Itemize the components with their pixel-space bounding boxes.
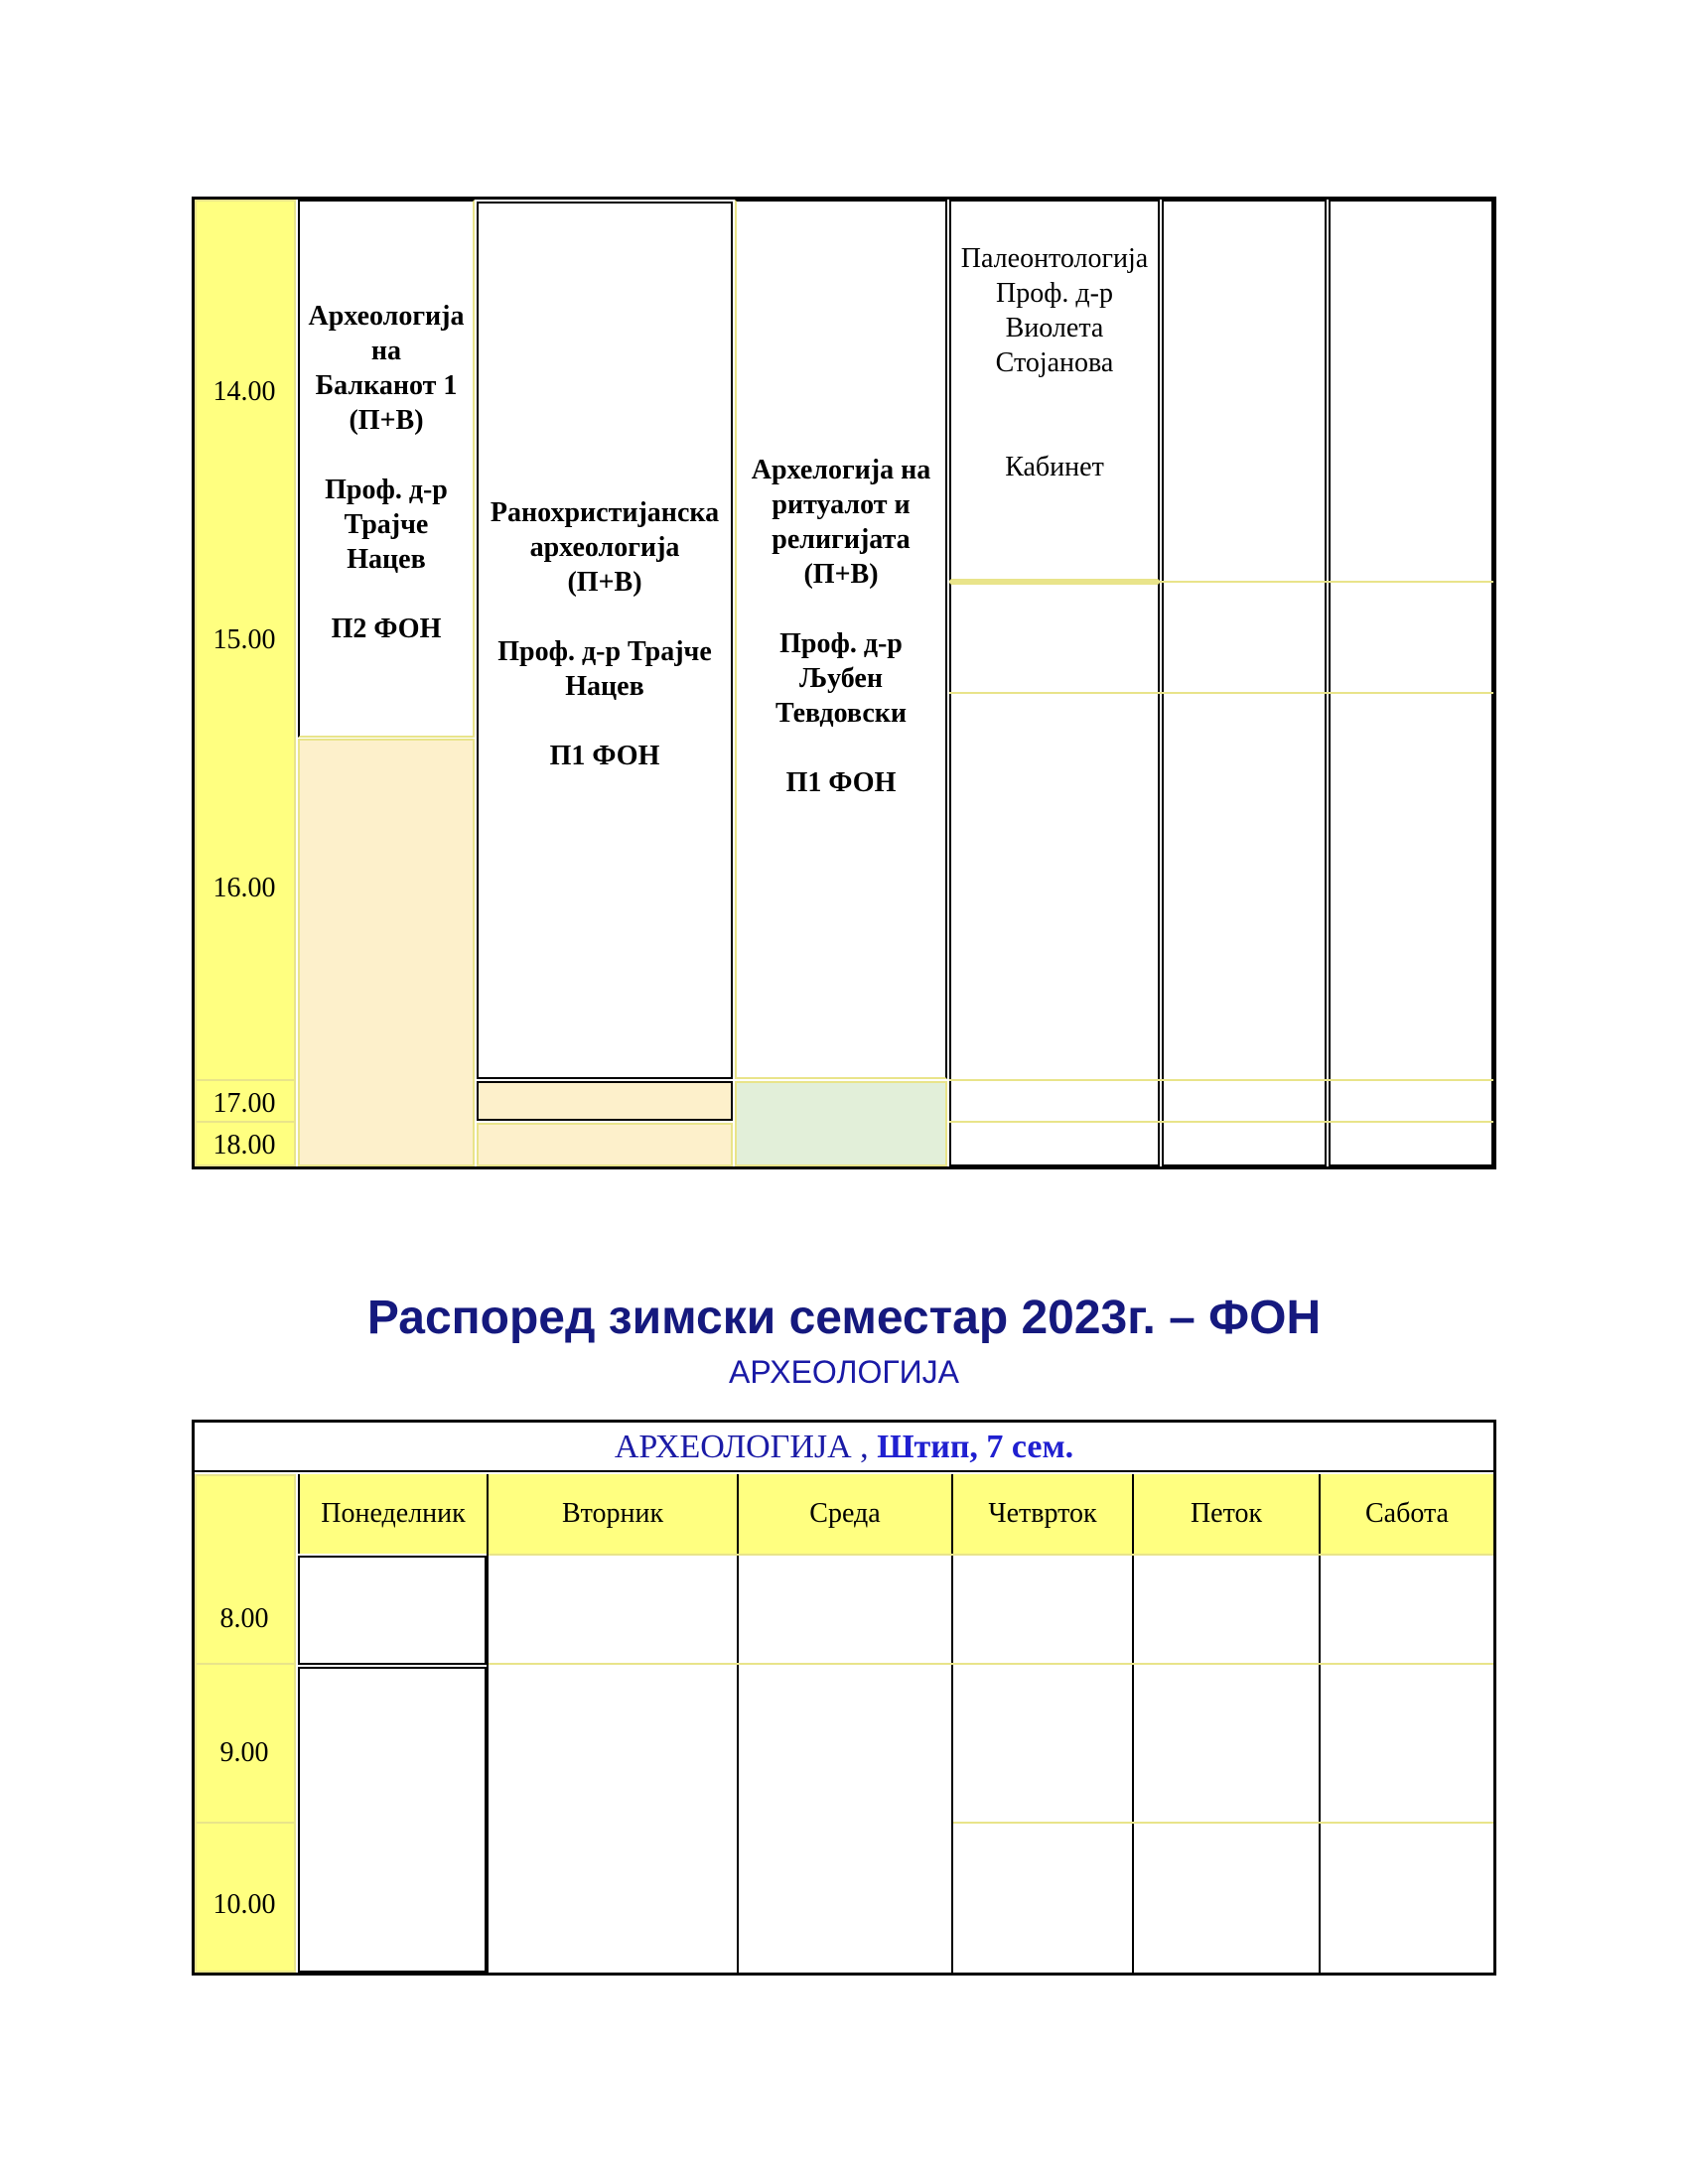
course-title: Ранохристијанска [490,497,720,528]
course-room: П2 ФОН [331,614,442,644]
tuesday-free-block [477,1123,733,1166]
course-title: (П+В) [349,405,424,436]
caption-location: Штип, 7 сем. [877,1429,1074,1465]
course-title: ритуалот и [772,489,911,520]
course-title: Виолета [1005,313,1104,343]
course-room: Кабинет [1005,452,1104,482]
wednesday-free-block [735,1081,947,1166]
course-professor: Тевдовски [774,698,908,729]
time-label: 8.00 [219,1603,269,1634]
day-header-saturday: Сабота [1321,1474,1493,1554]
table-caption [195,1423,1493,1472]
course-professor: Љубен [799,663,883,694]
time-label: 10.00 [212,1889,276,1920]
course-professor: Трајче [344,509,429,540]
course-title: Балканот 1 [315,370,458,401]
course-professor: Проф. д-р [325,475,448,505]
day-header-wednesday: Среда [739,1474,951,1554]
time-label: 14.00 [212,376,276,407]
saturday-empty-cell [1329,200,1493,1166]
course-title: Палеонтологија [960,243,1149,274]
page-title: Распоред зимски семестар 2023г. – ФОН [366,1292,1322,1344]
page-subtitle: АРХЕОЛОГИЈА [728,1354,960,1390]
time-label: 9.00 [219,1737,269,1768]
course-title: Археологија [308,301,465,332]
course-professor: Проф. д-р [779,628,903,659]
day-header-monday: Понеделник [298,1474,487,1554]
time-label: 18.00 [212,1130,276,1160]
day-header-tuesday: Вторник [489,1474,737,1554]
course-title: (П+В) [803,559,879,590]
wednesday-course-text [735,453,947,800]
course-room: П1 ФОН [785,767,897,798]
tuesday-free-block [477,1081,733,1121]
time-label: 15.00 [212,624,276,655]
course-professor: Проф. д-р Трајче [497,636,712,667]
caption-program: АРХЕОЛОГИЈА , [614,1429,869,1465]
monday-free-block [298,739,475,1166]
day-header-thursday: Четврток [953,1474,1132,1554]
course-title: Стојанова [995,347,1114,378]
tuesday-course-text [477,495,733,773]
time-label: 16.00 [212,873,276,903]
course-title: Архелогија на [751,455,931,485]
time-label: 17.00 [212,1088,276,1119]
monday-9-10-cell [298,1667,487,1973]
course-title: на [370,336,402,366]
thursday-course-text [949,241,1160,484]
course-title: (П+В) [567,567,642,598]
friday-empty-cell [1162,200,1327,1166]
course-title: религијата [772,524,911,555]
course-room: П1 ФОН [549,741,660,771]
top-schedule-table [192,197,1496,1169]
course-title: Проф. д-р [996,278,1113,309]
course-professor: Нацев [565,671,644,702]
time-column [195,200,296,1166]
monday-8-cell [298,1556,487,1665]
monday-course-text [298,299,475,646]
course-title: археологија [529,532,680,563]
day-header-friday: Петок [1134,1474,1319,1554]
course-professor: Нацев [347,544,426,575]
bottom-schedule-table [192,1420,1496,1976]
